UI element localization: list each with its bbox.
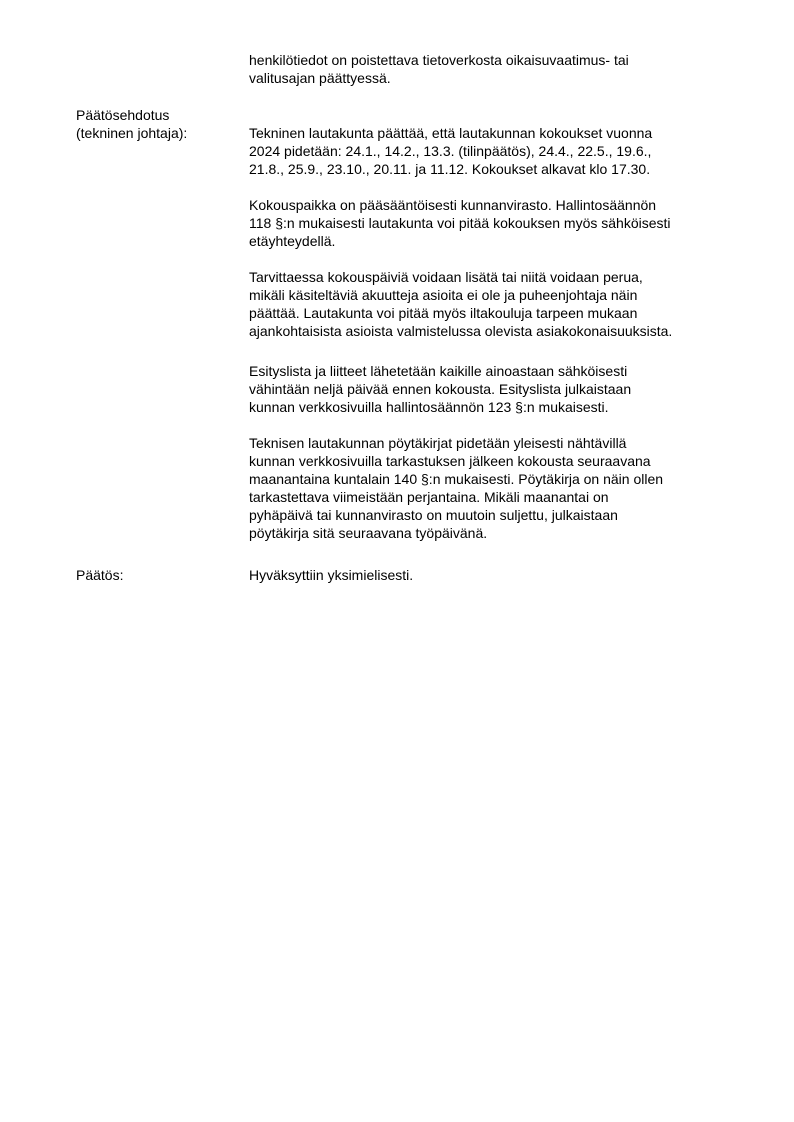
paragraph-line: etäyhteydellä. bbox=[249, 233, 336, 249]
proposal-paragraph-5 bbox=[249, 434, 749, 542]
paragraph-line: Tarvittaessa kokouspäiviä voidaan lisätä tai niitä voidaan perua, bbox=[249, 269, 643, 285]
proposal-paragraph-4 bbox=[249, 362, 749, 416]
paragraph-line: Esityslista ja liitteet lähetetään kaikille ainoastaan sähköisesti bbox=[249, 363, 628, 379]
paragraph-line: Kokouspaikka on pääsääntöisesti kunnanvirasto. Hallintosäännön bbox=[249, 197, 657, 213]
paragraph-line: ajankohtaisista asioista valmistelussa olevista asiakokonaisuuksista. bbox=[249, 323, 673, 339]
paragraph-line: pöytäkirja sitä seuraavana työpäivänä. bbox=[249, 525, 488, 541]
paragraph-line: Tekninen lautakunta päättää, että lautakunnan kokoukset vuonna bbox=[249, 125, 653, 141]
paragraph-line: Teknisen lautakunnan pöytäkirjat pidetään yleisesti nähtävillä bbox=[249, 435, 627, 451]
paragraph-line: 2024 pidetään: 24.1., 14.2., 13.3. (tilinpäätös), 24.4., 22.5., 19.6., bbox=[249, 143, 652, 159]
paragraph-line: maanantaina kuntalain 140 §:n mukaisesti. Pöytäkirja on näin ollen bbox=[249, 471, 664, 487]
proposal-paragraph-2 bbox=[249, 196, 749, 250]
proposal-label bbox=[76, 106, 246, 142]
proposal-paragraph-1 bbox=[249, 124, 749, 178]
proposal-label-line: Päätösehdotus bbox=[76, 107, 170, 123]
proposal-label-line: (tekninen johtaja): bbox=[76, 125, 188, 141]
decision-text-line: Hyväksyttiin yksimielisesti. bbox=[249, 567, 414, 583]
paragraph-line: henkilötiedot on poistettava tietoverkosta oikaisuvaatimus- tai bbox=[249, 52, 629, 68]
paragraph-line: pyhäpäivä tai kunnanvirasto on muutoin suljettu, julkaistaan bbox=[249, 507, 618, 523]
decision-label-text: Päätös: bbox=[76, 567, 124, 583]
paragraph-line: kunnan verkkosivuilla tarkastuksen jälkeen kokousta seuraavana bbox=[249, 453, 651, 469]
decision-text bbox=[249, 566, 749, 584]
paragraph-line: kunnan verkkosivuilla hallintosäännön 123 §:n mukaisesti. bbox=[249, 399, 609, 415]
paragraph-line: vähintään neljä päivää ennen kokousta. Esityslista julkaistaan bbox=[249, 381, 632, 397]
paragraph-line: valitusajan päättyessä. bbox=[249, 70, 391, 86]
paragraph-line: mikäli käsiteltäviä akuutteja asioita ei ole ja puheenjohtaja näin bbox=[249, 287, 638, 303]
paragraph-line: 21.8., 25.9., 23.10., 20.11. ja 11.12. Kokoukset alkavat klo 17.30. bbox=[249, 161, 651, 177]
paragraph-line: 118 §:n mukaisesti lautakunta voi pitää kokouksen myös sähköisesti bbox=[249, 215, 671, 231]
decision-label bbox=[76, 566, 246, 584]
paragraph-line: päättää. Lautakunta voi pitää myös iltakouluja tarpeen mukaan bbox=[249, 305, 638, 321]
paragraph-line: tarkastettava viimeistään perjantaina. Mikäli maanantai on bbox=[249, 489, 609, 505]
continuation-paragraph bbox=[249, 51, 749, 87]
proposal-paragraph-3 bbox=[249, 268, 749, 340]
